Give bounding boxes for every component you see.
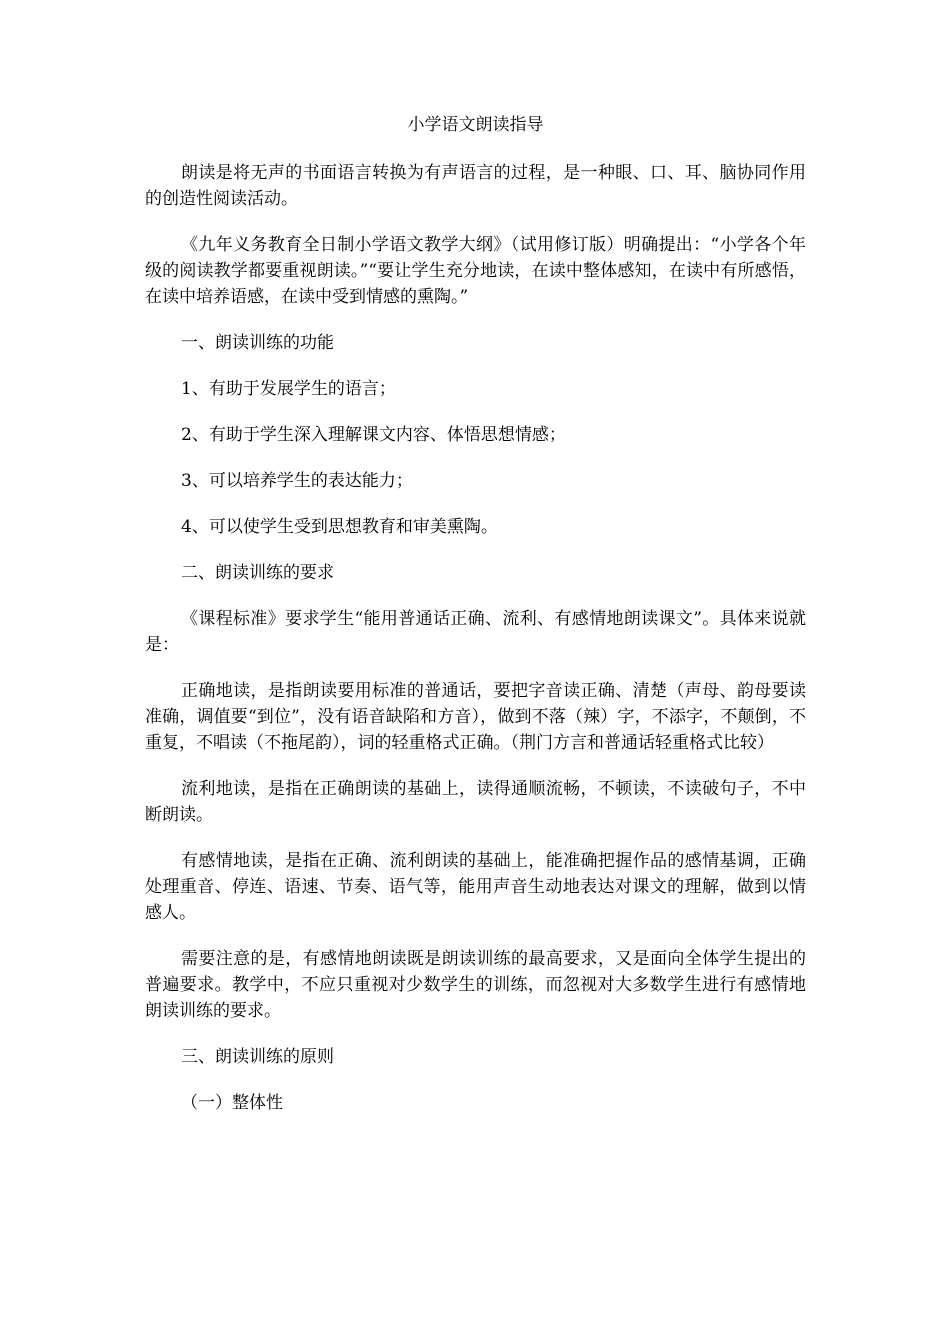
paragraph-correct-reading: 正确地读，是指朗读要用标准的普通话，要把字音读正确、清楚（声母、韵母要读准确，调值要“到位”，没有语音缺陷和方音），做到不落（辣）字，不添字，不颠倒，不重复，不唱读（不拖尾韵），词的轻重格式正确。（荆门方言和普通话轻重格式比较） (145, 681, 806, 753)
paragraph-note: 需要注意的是，有感情地朗读既是朗读训练的最高要求，又是面向全体学生提出的普遍要求。教学中，不应只重视对少数学生的训练，而忽视对大多数学生进行有感情地朗读训练的要求。 (145, 949, 806, 1021)
section-heading-functions: 一、朗读训练的功能 (181, 333, 334, 353)
list-item-function-3: 3、可以培养学生的表达能力； (181, 471, 413, 491)
list-item-function-4: 4、可以使学生受到思想教育和审美熏陶。 (181, 517, 498, 537)
paragraph-curriculum-standard: 《课程标准》要求学生“能用普通话正确、流利、有感情地朗读课文”。具体来说就是： (145, 609, 806, 655)
section-heading-principles: 三、朗读训练的原则 (181, 1047, 334, 1067)
paragraph-emotional-reading: 有感情地读，是指在正确、流利朗读的基础上，能准确把握作品的感情基调，正确处理重音、停连、语速、节奏、语气等，能用声音生动地表达对课文的理解，做到以情感人。 (145, 851, 806, 923)
subsection-heading-integrity: （一）整体性 (181, 1093, 283, 1113)
paragraph-fluent-reading: 流利地读，是指在正确朗读的基础上，读得通顺流畅，不顿读，不读破句子，不中断朗读。 (145, 779, 806, 825)
document-page (145, 112, 806, 1136)
list-item-function-1: 1、有助于发展学生的语言； (181, 379, 396, 399)
paragraph-syllabus-quote: 《九年义务教育全日制小学语文教学大纲》（试用修订版）明确提出：“小学各个年级的阅读教学都要重视朗读。”“要让学生充分地读，在读中整体感知，在读中有所感悟，在读中培养语感，在读中受到情感的熏陶。” (145, 235, 806, 307)
section-heading-requirements: 二、朗读训练的要求 (181, 563, 334, 583)
paragraph-intro: 朗读是将无声的书面语言转换为有声语言的过程，是一种眼、口、耳、脑协同作用的创造性阅读活动。 (145, 163, 806, 209)
list-item-function-2: 2、有助于学生深入理解课文内容、体悟思想情感； (181, 425, 566, 445)
document-title: 小学语文朗读指导 (407, 115, 544, 135)
